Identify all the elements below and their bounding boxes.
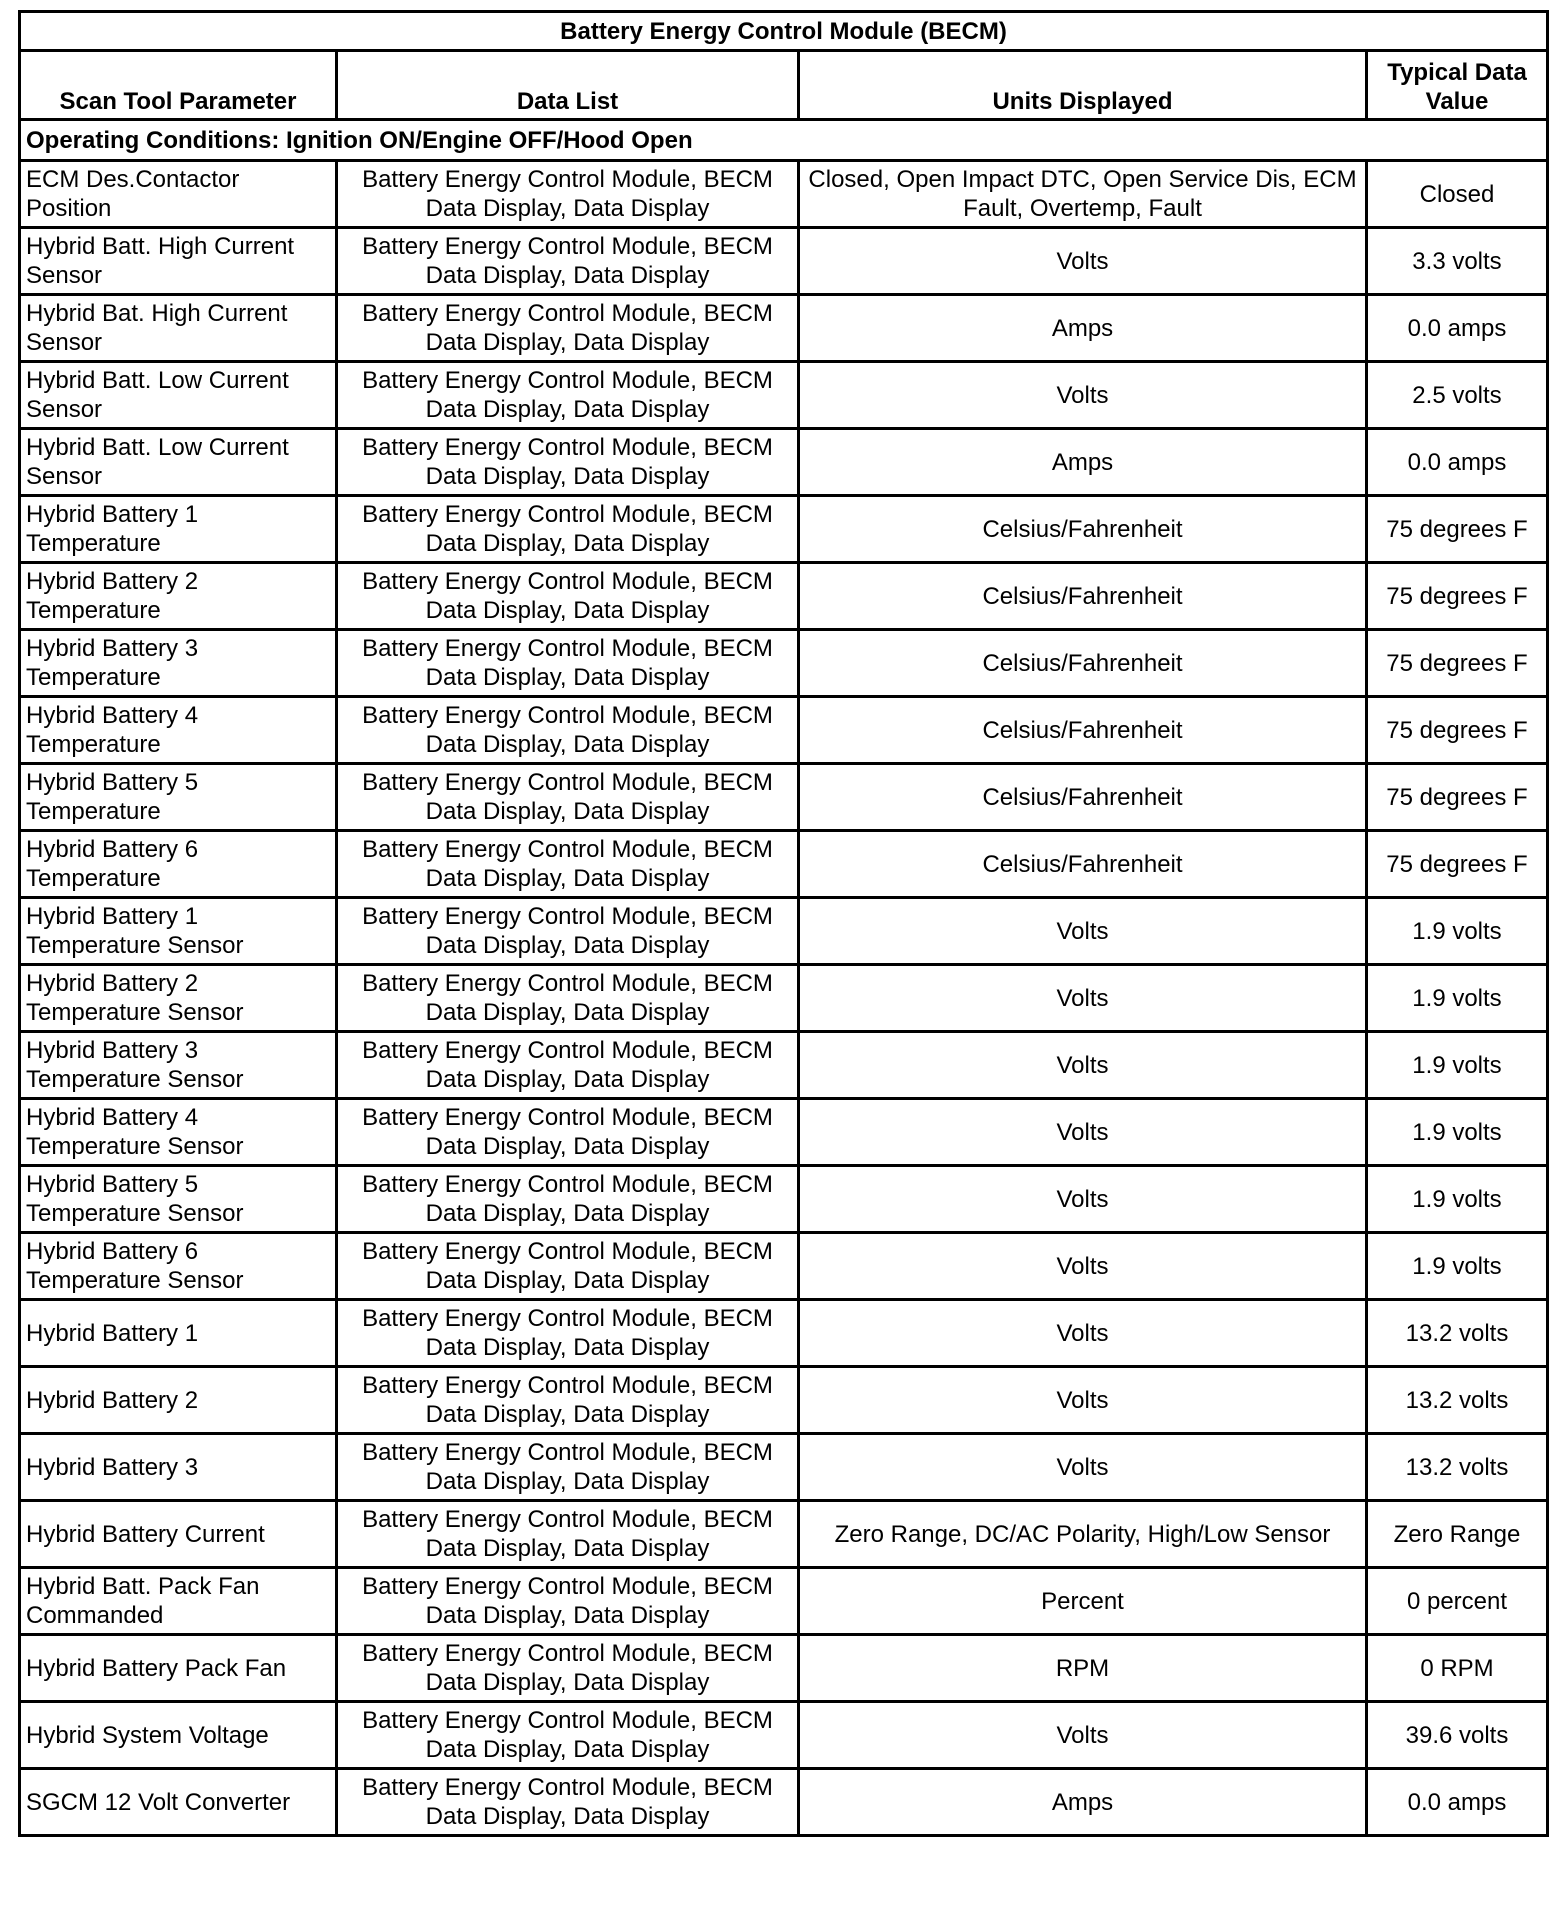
cell-scan-tool-parameter: Hybrid Battery 4 Temperature Sensor	[20, 1099, 337, 1166]
cell-units-displayed: Amps	[799, 1769, 1367, 1836]
cell-data-list: Battery Energy Control Module, BECM Data Display, Data Display	[337, 1166, 799, 1233]
cell-typical-data-value: 1.9 volts	[1367, 898, 1548, 965]
table-row	[20, 1032, 1548, 1099]
cell-data-list: Battery Energy Control Module, BECM Data Display, Data Display	[337, 161, 799, 228]
cell-scan-tool-parameter: Hybrid Batt. Low Current Sensor	[20, 429, 337, 496]
cell-units-displayed: Volts	[799, 1702, 1367, 1769]
table-row	[20, 1769, 1548, 1836]
header-scan-tool-parameter: Scan Tool Parameter	[20, 51, 337, 120]
cell-units-displayed: Volts	[799, 1099, 1367, 1166]
cell-units-displayed: Volts	[799, 1367, 1367, 1434]
table-row	[20, 161, 1548, 228]
cell-data-list: Battery Energy Control Module, BECM Data Display, Data Display	[337, 1702, 799, 1769]
table-row	[20, 630, 1548, 697]
cell-data-list: Battery Energy Control Module, BECM Data Display, Data Display	[337, 295, 799, 362]
cell-data-list: Battery Energy Control Module, BECM Data Display, Data Display	[337, 965, 799, 1032]
cell-scan-tool-parameter: Hybrid Battery Current	[20, 1501, 337, 1568]
cell-units-displayed: Amps	[799, 295, 1367, 362]
becm-data-table	[18, 10, 1549, 1837]
table-row	[20, 1166, 1548, 1233]
cell-scan-tool-parameter: Hybrid Battery 1 Temperature Sensor	[20, 898, 337, 965]
cell-data-list: Battery Energy Control Module, BECM Data Display, Data Display	[337, 228, 799, 295]
cell-scan-tool-parameter: Hybrid Battery 3 Temperature	[20, 630, 337, 697]
cell-scan-tool-parameter: Hybrid Battery Pack Fan	[20, 1635, 337, 1702]
table-row	[20, 496, 1548, 563]
cell-typical-data-value: Closed	[1367, 161, 1548, 228]
cell-units-displayed: Volts	[799, 1233, 1367, 1300]
cell-typical-data-value: 13.2 volts	[1367, 1434, 1548, 1501]
table-row	[20, 1233, 1548, 1300]
table-row	[20, 1702, 1548, 1769]
cell-scan-tool-parameter: Hybrid Battery 6 Temperature Sensor	[20, 1233, 337, 1300]
cell-typical-data-value: 75 degrees F	[1367, 563, 1548, 630]
cell-scan-tool-parameter: Hybrid Battery 3 Temperature Sensor	[20, 1032, 337, 1099]
cell-scan-tool-parameter: Hybrid Battery 2 Temperature	[20, 563, 337, 630]
cell-data-list: Battery Energy Control Module, BECM Data Display, Data Display	[337, 1032, 799, 1099]
cell-data-list: Battery Energy Control Module, BECM Data Display, Data Display	[337, 898, 799, 965]
cell-units-displayed: Volts	[799, 898, 1367, 965]
cell-scan-tool-parameter: Hybrid Battery 5 Temperature Sensor	[20, 1166, 337, 1233]
cell-scan-tool-parameter: Hybrid Battery 1 Temperature	[20, 496, 337, 563]
cell-scan-tool-parameter: Hybrid Battery 6 Temperature	[20, 831, 337, 898]
cell-scan-tool-parameter: Hybrid Bat. High Current Sensor	[20, 295, 337, 362]
cell-units-displayed: Celsius/Fahrenheit	[799, 831, 1367, 898]
cell-typical-data-value: 39.6 volts	[1367, 1702, 1548, 1769]
cell-scan-tool-parameter: Hybrid Batt. High Current Sensor	[20, 228, 337, 295]
cell-typical-data-value: 0.0 amps	[1367, 1769, 1548, 1836]
cell-scan-tool-parameter: Hybrid Battery 4 Temperature	[20, 697, 337, 764]
table-row	[20, 1635, 1548, 1702]
cell-units-displayed: Celsius/Fahrenheit	[799, 563, 1367, 630]
cell-units-displayed: Closed, Open Impact DTC, Open Service Dis, ECM Fault, Overtemp, Fault	[799, 161, 1367, 228]
cell-data-list: Battery Energy Control Module, BECM Data Display, Data Display	[337, 831, 799, 898]
cell-units-displayed: Amps	[799, 429, 1367, 496]
cell-typical-data-value: 0 RPM	[1367, 1635, 1548, 1702]
cell-scan-tool-parameter: Hybrid Battery 2	[20, 1367, 337, 1434]
cell-typical-data-value: 3.3 volts	[1367, 228, 1548, 295]
cell-units-displayed: Celsius/Fahrenheit	[799, 764, 1367, 831]
operating-conditions: Operating Conditions: Ignition ON/Engine OFF/Hood Open	[20, 120, 1548, 161]
cell-data-list: Battery Energy Control Module, BECM Data Display, Data Display	[337, 1769, 799, 1836]
cell-data-list: Battery Energy Control Module, BECM Data Display, Data Display	[337, 1568, 799, 1635]
cell-typical-data-value: 0 percent	[1367, 1568, 1548, 1635]
cell-units-displayed: Volts	[799, 965, 1367, 1032]
cell-scan-tool-parameter: Hybrid Battery 1	[20, 1300, 337, 1367]
cell-typical-data-value: 1.9 volts	[1367, 965, 1548, 1032]
table-row	[20, 362, 1548, 429]
cell-units-displayed: Volts	[799, 1300, 1367, 1367]
cell-data-list: Battery Energy Control Module, BECM Data Display, Data Display	[337, 563, 799, 630]
cell-units-displayed: RPM	[799, 1635, 1367, 1702]
table-row	[20, 1434, 1548, 1501]
cell-scan-tool-parameter: Hybrid Batt. Pack Fan Commanded	[20, 1568, 337, 1635]
table-row	[20, 1367, 1548, 1434]
cell-typical-data-value: Zero Range	[1367, 1501, 1548, 1568]
cell-data-list: Battery Energy Control Module, BECM Data Display, Data Display	[337, 496, 799, 563]
cell-units-displayed: Celsius/Fahrenheit	[799, 630, 1367, 697]
cell-data-list: Battery Energy Control Module, BECM Data Display, Data Display	[337, 362, 799, 429]
cell-typical-data-value: 1.9 volts	[1367, 1099, 1548, 1166]
cell-data-list: Battery Energy Control Module, BECM Data Display, Data Display	[337, 1635, 799, 1702]
cell-typical-data-value: 75 degrees F	[1367, 496, 1548, 563]
cell-data-list: Battery Energy Control Module, BECM Data Display, Data Display	[337, 630, 799, 697]
cell-typical-data-value: 0.0 amps	[1367, 295, 1548, 362]
cell-typical-data-value: 13.2 volts	[1367, 1300, 1548, 1367]
header-typical-data-value: Typical Data Value	[1367, 51, 1548, 120]
cell-data-list: Battery Energy Control Module, BECM Data Display, Data Display	[337, 697, 799, 764]
table-row	[20, 1099, 1548, 1166]
table-row	[20, 563, 1548, 630]
cell-data-list: Battery Energy Control Module, BECM Data Display, Data Display	[337, 1367, 799, 1434]
cell-data-list: Battery Energy Control Module, BECM Data Display, Data Display	[337, 1233, 799, 1300]
cell-units-displayed: Volts	[799, 362, 1367, 429]
cell-scan-tool-parameter: Hybrid Battery 5 Temperature	[20, 764, 337, 831]
cell-typical-data-value: 13.2 volts	[1367, 1367, 1548, 1434]
cell-typical-data-value: 75 degrees F	[1367, 831, 1548, 898]
cell-scan-tool-parameter: ECM Des.Contactor Position	[20, 161, 337, 228]
table-row	[20, 429, 1548, 496]
cell-units-displayed: Volts	[799, 1166, 1367, 1233]
cell-units-displayed: Volts	[799, 1032, 1367, 1099]
cell-typical-data-value: 75 degrees F	[1367, 764, 1548, 831]
cell-typical-data-value: 75 degrees F	[1367, 697, 1548, 764]
cell-units-displayed: Celsius/Fahrenheit	[799, 697, 1367, 764]
table-title-row	[20, 12, 1548, 51]
table-row	[20, 228, 1548, 295]
table-header-row	[20, 51, 1548, 120]
cell-units-displayed: Volts	[799, 228, 1367, 295]
cell-data-list: Battery Energy Control Module, BECM Data Display, Data Display	[337, 1501, 799, 1568]
table-row	[20, 831, 1548, 898]
cell-scan-tool-parameter: SGCM 12 Volt Converter	[20, 1769, 337, 1836]
cell-units-displayed: Celsius/Fahrenheit	[799, 496, 1367, 563]
cell-units-displayed: Volts	[799, 1434, 1367, 1501]
cell-scan-tool-parameter: Hybrid Batt. Low Current Sensor	[20, 362, 337, 429]
cell-scan-tool-parameter: Hybrid System Voltage	[20, 1702, 337, 1769]
cell-data-list: Battery Energy Control Module, BECM Data Display, Data Display	[337, 1099, 799, 1166]
table-row	[20, 1501, 1548, 1568]
becm-data-table-sheet	[18, 10, 1546, 1837]
cell-data-list: Battery Energy Control Module, BECM Data Display, Data Display	[337, 1300, 799, 1367]
cell-typical-data-value: 0.0 amps	[1367, 429, 1548, 496]
cell-typical-data-value: 2.5 volts	[1367, 362, 1548, 429]
table-row	[20, 764, 1548, 831]
cell-scan-tool-parameter: Hybrid Battery 2 Temperature Sensor	[20, 965, 337, 1032]
cell-typical-data-value: 75 degrees F	[1367, 630, 1548, 697]
cell-data-list: Battery Energy Control Module, BECM Data Display, Data Display	[337, 1434, 799, 1501]
cell-typical-data-value: 1.9 volts	[1367, 1032, 1548, 1099]
table-row	[20, 1568, 1548, 1635]
header-units-displayed: Units Displayed	[799, 51, 1367, 120]
cell-typical-data-value: 1.9 volts	[1367, 1166, 1548, 1233]
cell-data-list: Battery Energy Control Module, BECM Data Display, Data Display	[337, 764, 799, 831]
table-row	[20, 1300, 1548, 1367]
table-row	[20, 295, 1548, 362]
header-data-list: Data List	[337, 51, 799, 120]
cell-units-displayed: Zero Range, DC/AC Polarity, High/Low Sensor	[799, 1501, 1367, 1568]
table-title: Battery Energy Control Module (BECM)	[20, 12, 1548, 51]
table-row	[20, 697, 1548, 764]
table-row	[20, 898, 1548, 965]
cell-units-displayed: Percent	[799, 1568, 1367, 1635]
table-row	[20, 965, 1548, 1032]
cell-typical-data-value: 1.9 volts	[1367, 1233, 1548, 1300]
operating-conditions-row	[20, 120, 1548, 161]
cell-data-list: Battery Energy Control Module, BECM Data Display, Data Display	[337, 429, 799, 496]
cell-scan-tool-parameter: Hybrid Battery 3	[20, 1434, 337, 1501]
